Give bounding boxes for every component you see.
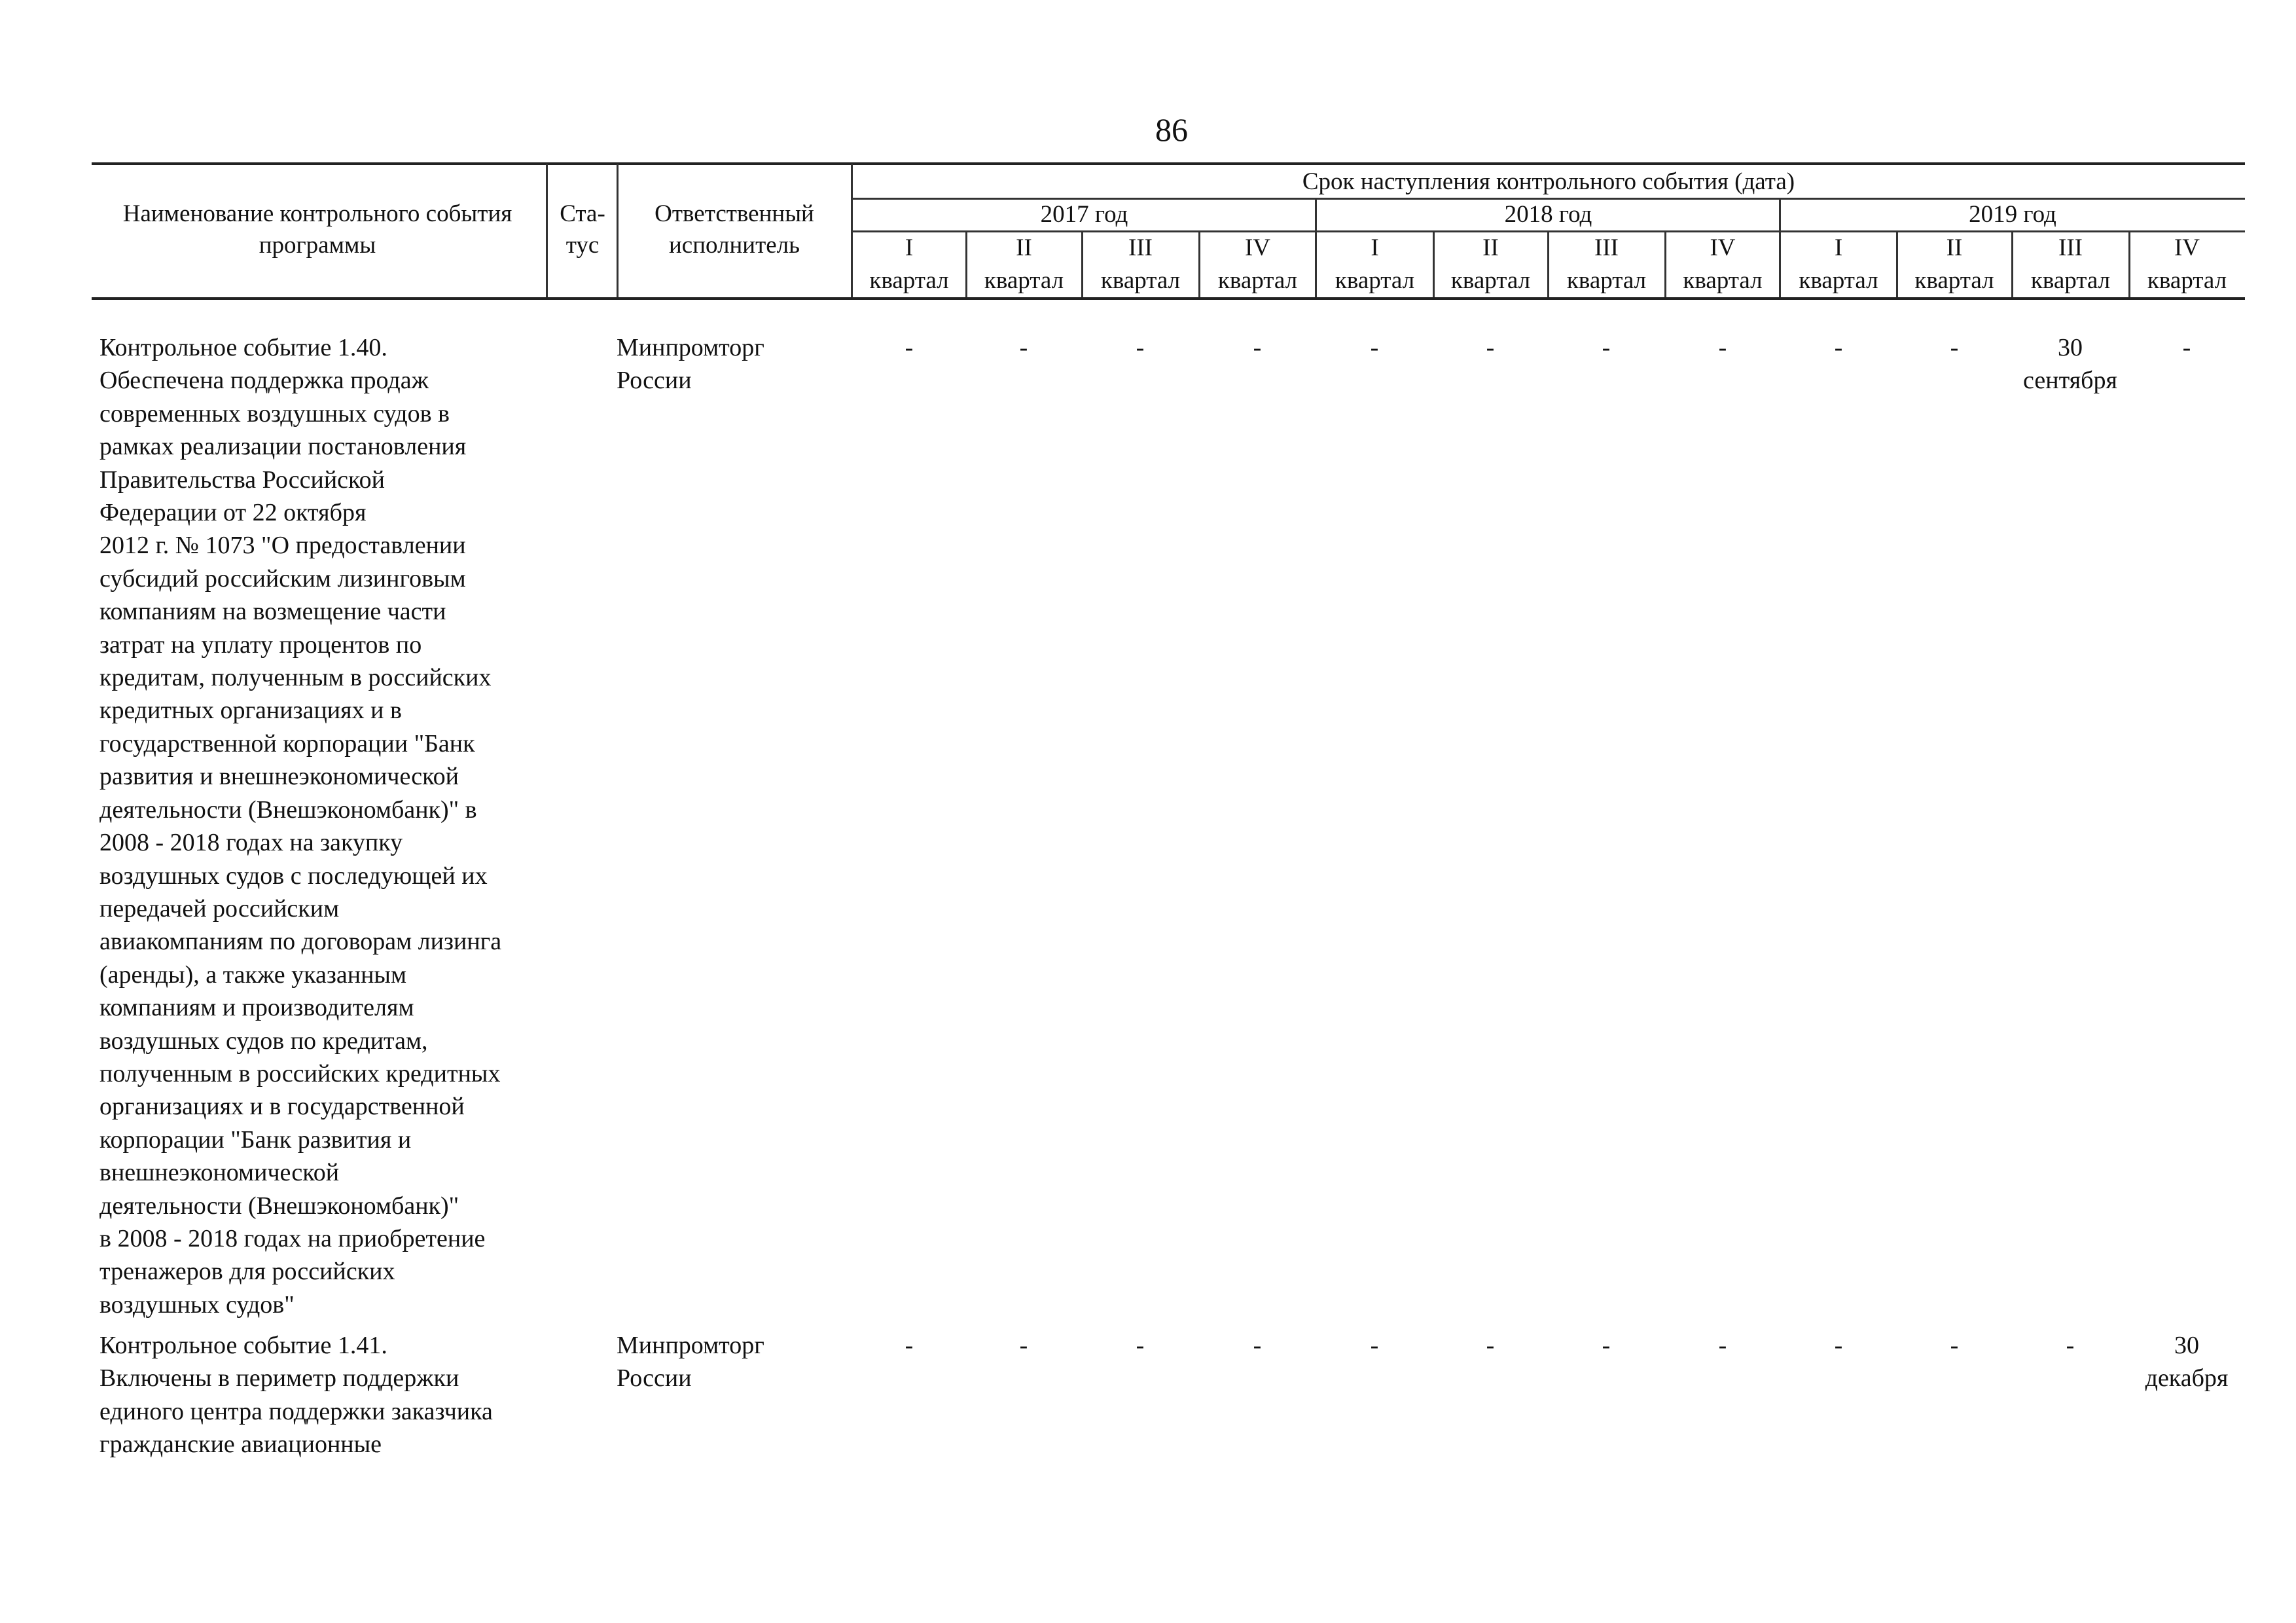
header-quarter [1433,232,1548,297]
header-divider [1664,230,1666,299]
event-quarter-value: - [2182,334,2191,361]
header-year-2019: 2019 год [1969,201,2056,228]
header-divider [2011,230,2013,299]
header-status-line2: тус [565,232,600,259]
event-quarter-value: - [2066,1332,2075,1359]
header-responsible [619,194,850,266]
header-quarter [1199,232,1316,297]
header-divider [1081,230,1083,299]
header-deadline: Срок наступления контрольного события (дата) [1302,168,1795,195]
header-divider [1315,198,1317,299]
header-quarter [1548,232,1665,297]
event-quarter-value: - [905,334,914,361]
event-quarter-value: - [1136,1332,1145,1359]
header-quarter [2129,232,2245,297]
header-quarter [1082,232,1199,297]
header-quarter-numeral: I [1371,234,1379,261]
header-quarter-word: квартал [1799,267,1878,294]
event-quarter-value: - [1950,1332,1959,1359]
header-quarter-word: квартал [1450,267,1531,294]
header-status-line1: Ста- [560,200,605,227]
header-quarter-word: квартал [984,267,1064,294]
header-quarter [2012,232,2129,297]
event-quarter-value: - [1718,334,1727,361]
header-divider [1896,230,1898,299]
header-quarter-word: квартал [1335,267,1415,294]
header-responsible-line1: Ответственный [655,200,814,227]
table-top-border [92,162,2245,165]
header-quarter-numeral: IV [1710,234,1736,261]
header-bottom-border [92,297,2245,300]
event-quarter-value: - [1834,334,1843,361]
header-quarter-numeral: II [1016,234,1032,261]
header-quarter-word: квартал [1914,267,1994,294]
header-quarter [966,232,1082,297]
header-event-name [92,194,543,266]
header-quarter-numeral: IV [1244,234,1271,261]
header-quarter-word: квартал [1683,267,1763,294]
event-quarter-value: - [1602,334,1611,361]
event-quarter-value: - [1950,334,1959,361]
header-divider [1433,230,1435,299]
header-divider [1547,230,1549,299]
page-number: 86 [1155,111,1188,148]
event-quarter-value: - [1253,1332,1262,1359]
header-quarter-numeral: III [2058,234,2083,261]
header-quarter-numeral: II [1482,234,1499,261]
header-quarter [1897,232,2012,297]
event-title: Контрольное событие 1.41. Включены в периметр поддержки единого центра поддержки заказчика гражданские авиационные [99,1332,493,1459]
header-quarter-numeral: III [1594,234,1619,261]
header-quarter [1780,232,1897,297]
event-quarter-value: - [1019,334,1028,361]
header-status [548,194,617,266]
header-quarter-word: квартал [1566,267,1647,294]
header-divider [1779,198,1781,299]
header-quarter-numeral: I [905,234,914,261]
header-quarter-numeral: II [1946,234,1963,261]
header-divider [546,164,548,299]
event-title: Контрольное событие 1.40. Обеспечена поддержка продаж современных воздушных судов в рамках реализации постановления Правительства Российской Федерации от 22 октября 2012 г. № 1073 "О предоставлении субсидий российским лизинговым компаниям на возмещение части затрат на уплату процентов по кредитам, полученным в российских кредитных организациях и в государственной корпорации "Банк развития и внешнеэкономической деятельности (Внешэкономбанк)" в 2008 - 2018 годах на закупку воздушных судов с последующей их передачей российским авиакомпаниям по договорам лизинга (аренды), а также указанным компаниям и производителям воздушных судов по кредитам, полученным в российских кредитных организациях и в государственной корпорации "Банк развития и внешнеэкономической деятельности (Внешэкономбанк)" в 2008 - 2018 годах на приобретение тренажеров для российских воздушных судов" [99,334,502,1319]
event-quarter-value: - [1486,1332,1495,1359]
event-quarter-value: - [1602,1332,1611,1359]
event-quarter-value: - [905,1332,914,1359]
header-quarter-word: квартал [869,267,949,294]
event-quarter-value: - [1370,1332,1379,1359]
header-divider [2128,230,2130,299]
event-quarter-value: - [1370,334,1379,361]
header-quarter-word: квартал [2030,267,2111,294]
event-quarter-value: - [1718,1332,1727,1359]
header-divider [965,230,967,299]
header-quarter-word: квартал [1217,267,1298,294]
header-year-2018: 2018 год [1504,201,1592,228]
header-quarter-word: квартал [1100,267,1181,294]
header-quarter-numeral: III [1128,234,1153,261]
event-quarter-value: - [1019,1332,1028,1359]
event-quarter-value: - [1486,334,1495,361]
header-quarter-numeral: IV [2174,234,2200,261]
event-responsible: Минпромторг России [617,1332,764,1393]
header-event-name-line1: Наименование контрольного события [122,200,512,227]
header-quarter-word: квартал [2147,267,2227,294]
header-divider [851,198,2245,200]
event-quarter-value: - [1834,1332,1843,1359]
header-divider [1198,230,1200,299]
header-quarter [1316,232,1433,297]
event-responsible: Минпромторг России [617,334,764,395]
event-quarter-value: - [1136,334,1145,361]
event-quarter-value: 30 декабря [2145,1332,2229,1392]
header-quarter [852,232,966,297]
header-year-2017: 2017 год [1040,201,1128,228]
header-event-name-line2: программы [259,232,376,259]
event-quarter-value: 30 сентября [2023,334,2117,394]
header-quarter [1665,232,1780,297]
header-quarter-numeral: I [1834,234,1843,261]
header-divider [617,164,619,299]
event-quarter-value: - [1253,334,1262,361]
header-responsible-line2: исполнитель [668,232,800,259]
